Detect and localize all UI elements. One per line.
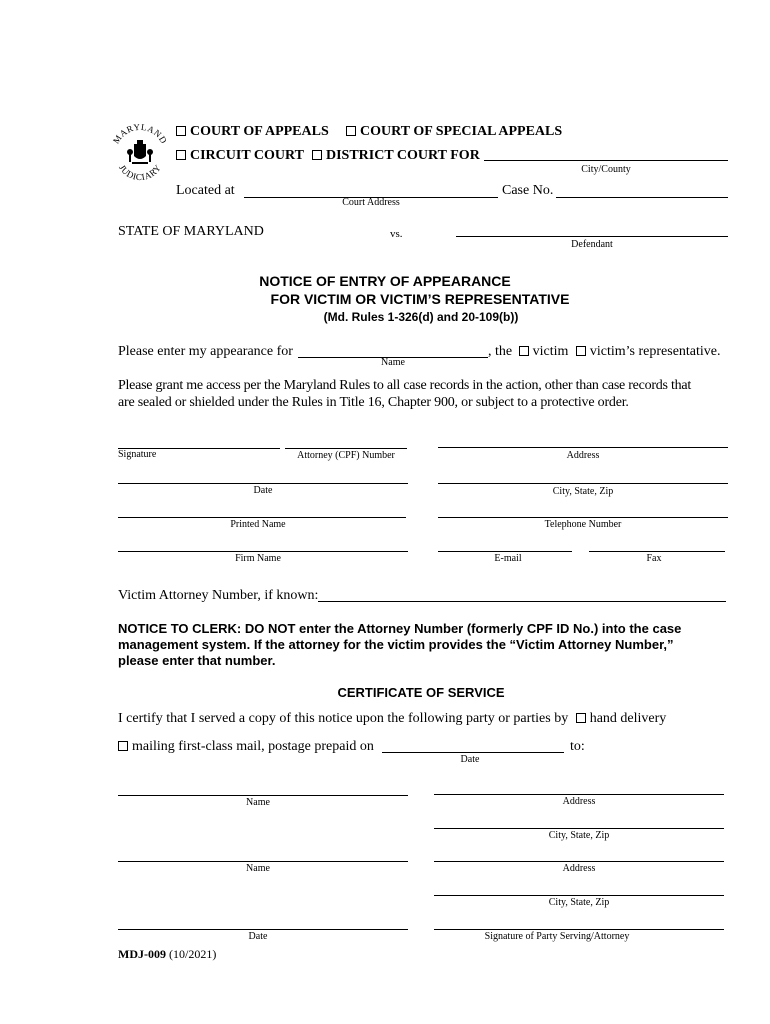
city-county-caption: City/County [581, 164, 631, 175]
mailing-date-caption: Date [460, 754, 480, 765]
hand-delivery-label: hand delivery [589, 711, 667, 726]
firm-name-field[interactable] [118, 551, 408, 552]
served-name-2-caption: Name [246, 863, 270, 874]
attorney-cpf-field[interactable] [285, 448, 407, 449]
appearance-name-caption: Name [381, 357, 405, 368]
defendant-caption: Defendant [571, 239, 613, 250]
appearance-role [488, 344, 721, 360]
court-of-special-appeals-option[interactable] [346, 124, 562, 140]
form-id [118, 947, 216, 962]
certify-line [118, 711, 666, 727]
title-line-1: NOTICE OF ENTRY OF APPEARANCE [259, 273, 511, 289]
located-at-label: Located at [176, 183, 235, 198]
checkbox-icon[interactable] [176, 126, 186, 136]
date-field[interactable] [118, 483, 408, 484]
served-address-1-caption: Address [562, 796, 596, 807]
access-line-2: are sealed or shielded under the Rules in Title 16, Chapter 900, or subject to a protective order. [118, 395, 629, 410]
service-date-field[interactable] [118, 929, 408, 930]
svg-text:MARYLAND: MARYLAND [110, 121, 170, 146]
signature-serving-field[interactable] [434, 929, 724, 930]
to-label: to: [570, 739, 585, 754]
defendant-field[interactable] [456, 236, 728, 237]
form-id-code: MDJ-009 [118, 947, 166, 961]
printed-name-caption: Printed Name [230, 519, 286, 530]
certify-text: I certify that I served a copy of this notice upon the following party or parties by [118, 711, 569, 726]
seal-icon [108, 120, 172, 184]
mailing-checkbox-icon[interactable] [118, 741, 128, 751]
victims-rep-label: victim’s representative. [589, 344, 721, 359]
firm-name-caption: Firm Name [235, 553, 281, 564]
checkbox-icon[interactable] [312, 150, 322, 160]
signature-serving-caption: Signature of Party Serving/Attorney [484, 931, 630, 942]
case-no-label: Case No. [502, 183, 554, 198]
appearance-prefix: Please enter my appearance for [118, 344, 293, 359]
hand-delivery-checkbox-icon[interactable] [576, 713, 586, 723]
address-caption: Address [566, 450, 600, 461]
form-revision: (10/2021) [169, 947, 217, 961]
certificate-heading: CERTIFICATE OF SERVICE [337, 685, 505, 700]
attorney-cpf-caption: Attorney (CPF) Number [297, 450, 395, 461]
victim-attorney-label: Victim Attorney Number, if known: [118, 588, 319, 603]
district-court-label: DISTRICT COURT FOR [326, 148, 480, 163]
court-address-caption: Court Address [342, 197, 400, 208]
checkbox-icon[interactable] [346, 126, 356, 136]
checkbox-icon[interactable] [176, 150, 186, 160]
svg-text:JUDICIARY: JUDICIARY [117, 162, 164, 183]
served-name-2-field[interactable] [118, 861, 408, 862]
served-address-2-field[interactable] [434, 861, 724, 862]
title-line-3: (Md. Rules 1-326(d) and 20-109(b)) [323, 310, 519, 324]
served-address-2-caption: Address [562, 863, 596, 874]
the-label: , the [488, 344, 513, 359]
court-of-appeals-label: COURT OF APPEALS [190, 124, 329, 139]
served-address-1-field[interactable] [434, 794, 724, 795]
maryland-judiciary-seal [108, 120, 172, 184]
address-field[interactable] [438, 447, 728, 448]
served-csz-2-caption: City, State, Zip [548, 897, 610, 908]
case-no-field[interactable] [556, 197, 728, 198]
victims-rep-checkbox-icon[interactable] [576, 346, 586, 356]
victim-attorney-field[interactable] [318, 601, 726, 602]
circuit-court-label: CIRCUIT COURT [190, 148, 304, 163]
court-of-special-appeals-label: COURT OF SPECIAL APPEALS [360, 124, 563, 139]
served-csz-1-caption: City, State, Zip [548, 830, 610, 841]
city-county-field[interactable] [484, 160, 728, 161]
plaintiff-label: STATE OF MARYLAND [118, 224, 264, 239]
district-court-option[interactable] [312, 148, 480, 164]
city-state-zip-caption: City, State, Zip [552, 486, 614, 497]
vs-label: vs. [390, 228, 403, 240]
title-line-2: FOR VICTIM OR VICTIM’S REPRESENTATIVE [270, 291, 570, 307]
victim-label: victim [532, 344, 569, 359]
notice-line-2: management system. If the attorney for the victim provides the “Victim Attorney Number,” [118, 637, 674, 652]
court-of-appeals-option[interactable] [176, 124, 329, 140]
served-csz-2-field[interactable] [434, 895, 724, 896]
served-csz-1-field[interactable] [434, 828, 724, 829]
notice-line-1: NOTICE TO CLERK: DO NOT enter the Attorney Number (formerly CPF ID No.) into the case [118, 621, 682, 636]
circuit-court-option[interactable] [176, 148, 304, 164]
served-name-1-caption: Name [246, 797, 270, 808]
notice-line-3: please enter that number. [118, 653, 276, 668]
fax-caption: Fax [646, 553, 662, 564]
served-name-1-field[interactable] [118, 795, 408, 796]
printed-name-field[interactable] [118, 517, 406, 518]
mailing-line [118, 739, 374, 755]
service-date-caption: Date [248, 931, 268, 942]
mailing-label: mailing first-class mail, postage prepaid on [132, 739, 374, 754]
date-caption: Date [253, 485, 273, 496]
telephone-field[interactable] [438, 517, 728, 518]
city-state-zip-field[interactable] [438, 483, 728, 484]
access-line-1: Please grant me access per the Maryland Rules to all case records in the action, other than case records that [118, 378, 691, 393]
fax-field[interactable] [589, 551, 725, 552]
victim-checkbox-icon[interactable] [519, 346, 529, 356]
telephone-caption: Telephone Number [544, 519, 622, 530]
signature-caption: Signature [118, 449, 157, 460]
mailing-date-field[interactable] [382, 752, 564, 753]
email-field[interactable] [438, 551, 572, 552]
email-caption: E-mail [494, 553, 522, 564]
